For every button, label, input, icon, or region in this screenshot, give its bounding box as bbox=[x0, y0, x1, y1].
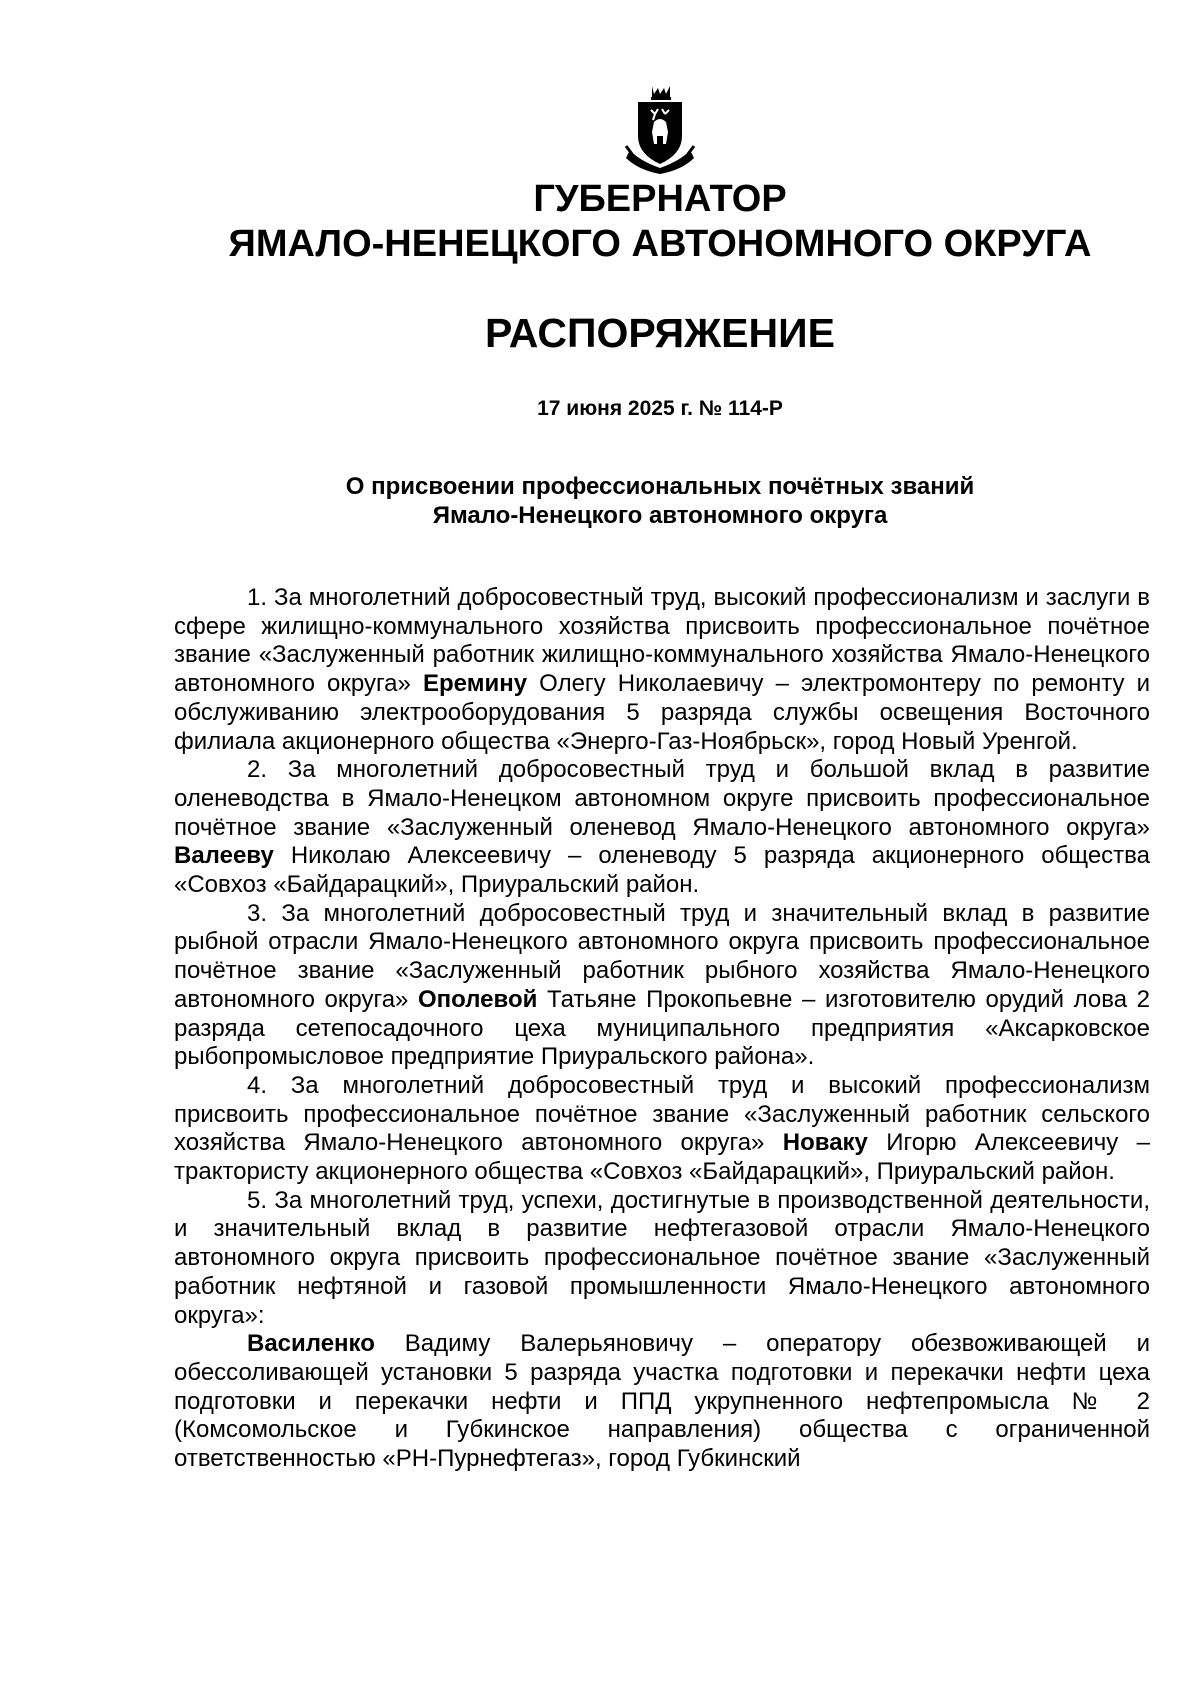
paragraph-text: 5. За многолетний труд, успехи, достигнутые в производственной деятельности, и значительный вклад в развитие нефтегазовой отрасли Ямало-Ненецкого автономного округа присвоить профессиональное почётное звание «Заслуженный работник нефтяной и газовой промышленности Ямало-Ненецкого автономного округа»: bbox=[174, 1186, 1150, 1329]
paragraph bbox=[174, 900, 1150, 1072]
paragraph bbox=[174, 1187, 1150, 1331]
awardee-surname: Ополевой bbox=[418, 985, 538, 1013]
paragraph-text: Олегу Николаевичу – электромонтеру по ремонту и обслуживанию электрооборудования 5 разряда службы освещения Восточного филиала акционерного общества «Энерго-Газ-Ноябрьск», город Новый Уренгой. bbox=[174, 670, 1150, 755]
awardee-surname: Еремину bbox=[423, 670, 528, 698]
paragraph-text: 4. За многолетний добросовестный труд и высокий профессионализм присвоить профессиональное почётное звание «Заслуженный работник сельского хозяйства Ямало-Ненецкого автономного округа» bbox=[174, 1071, 1150, 1157]
awardee-surname: Василенко bbox=[247, 1330, 375, 1358]
document-subject bbox=[0, 472, 1200, 530]
document-date-number: 17 июня 2025 г. № 114-Р bbox=[537, 397, 783, 420]
issuer-title-line2: ЯМАЛО-НЕНЕЦКОГО АВТОНОМНОГО ОКРУГА bbox=[228, 223, 1092, 265]
paragraph bbox=[174, 584, 1150, 756]
paragraph-text: 3. За многолетний добросовестный труд и значительный вклад в развитие рыбной отрасли Ямало-Ненецкого автономного округа присвоить профессиональное почётное звание «Заслуженный работник рыбного хозяйства Ямало-Ненецкого автономного округа» bbox=[174, 899, 1150, 1013]
awardee-surname: Новаку bbox=[782, 1129, 868, 1157]
paragraph bbox=[174, 1330, 1150, 1474]
paragraph-text: 1. За многолетний добросовестный труд, высокий профессионализм и заслуги в сфере жилищно-коммунального хозяйства присвоить профессиональное почётное звание «Заслуженный работник жилищно-коммунального хозяйства Ямало-Ненецкого автономного округа» bbox=[174, 584, 1150, 698]
paragraph bbox=[174, 1072, 1150, 1187]
paragraph-text: Николаю Алексеевичу – оленеводу 5 разряда акционерного общества «Совхоз «Байдарацкий», Приуральский район. bbox=[174, 842, 1150, 899]
paragraph-text: 2. За многолетний добросовестный труд и большой вклад в развитие оленеводства в Ямало-Ненецком автономном округе присвоить профессиональное почётное звание «Заслуженный оленевод Ямало-Ненецкого автономного округа» bbox=[174, 756, 1150, 841]
coat-of-arms-icon bbox=[624, 84, 696, 176]
paragraph-text: Игорю Алексеевичу – трактористу акционерного общества «Совхоз «Байдарацкий», Приуральский район. bbox=[174, 1129, 1150, 1186]
issuer-title-line1: ГУБЕРНАТОР bbox=[533, 178, 787, 220]
paragraph-text: Вадиму Валерьяновичу – оператору обезвоживающей и обессоливающей установки 5 разряда участка подготовки и перекачки нефти цеха подготовки и перекачки нефти и ППД укрупненного нефтепромысла № 2 (Комсомольское и Губкинское направления) общества с ограниченной ответственностью «РН-Пурнефтегаз», город Губкинский bbox=[174, 1330, 1150, 1473]
paragraph bbox=[174, 756, 1150, 900]
subject-line1: О присвоении профессиональных почётных званий bbox=[345, 473, 975, 500]
paragraph-text: Татьяне Прокопьевне – изготовителю орудий лова 2 разряда сетепосадочного цеха муниципального предприятия «Аксарковское рыбопромысловое предприятие Приуральского района». bbox=[174, 985, 1151, 1071]
subject-line2: Ямало-Ненецкого автономного округа bbox=[432, 502, 888, 529]
document-body bbox=[174, 584, 1150, 1474]
awardee-surname: Валееву bbox=[174, 842, 274, 870]
document-type: РАСПОРЯЖЕНИЕ bbox=[485, 310, 835, 356]
